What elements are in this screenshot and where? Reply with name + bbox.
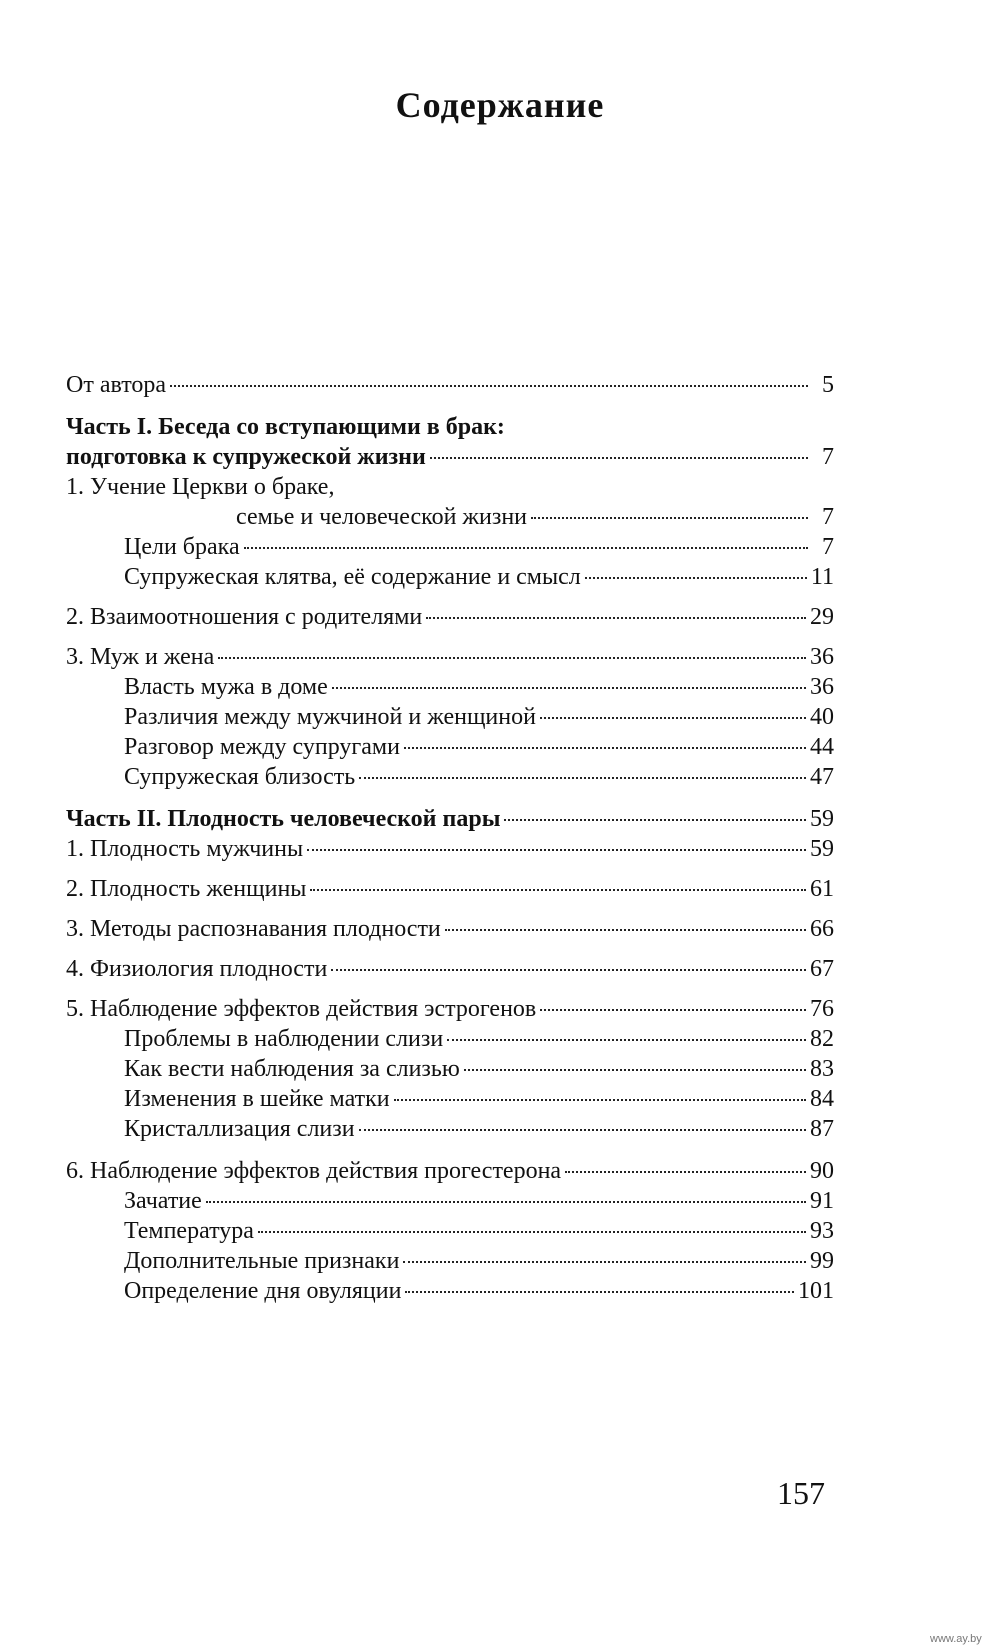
- toc-entry: [124, 534, 834, 564]
- dot-leader: [359, 777, 806, 779]
- toc-entry-page: 36: [810, 644, 834, 670]
- toc-entry-label: Как вести наблюдения за слизью: [124, 1056, 460, 1082]
- toc-entry-page: 61: [810, 876, 834, 902]
- toc-entry: [66, 1158, 834, 1188]
- toc-entry-label: Зачатие: [124, 1188, 202, 1214]
- toc-entry-page: 82: [810, 1026, 834, 1052]
- dot-leader: [464, 1069, 806, 1071]
- toc-entry: [124, 1086, 834, 1116]
- toc-entry: [124, 1188, 834, 1218]
- dot-leader: [218, 657, 806, 659]
- toc-entry-page: 84: [810, 1086, 834, 1112]
- dot-leader: [404, 747, 806, 749]
- toc-entry-page: 7: [822, 504, 834, 530]
- dot-leader: [531, 517, 808, 519]
- toc-entry-page: 40: [810, 704, 834, 730]
- dot-leader: [585, 577, 807, 579]
- toc-entry: [124, 734, 834, 764]
- toc-entry: [66, 836, 834, 866]
- dot-leader: [403, 1261, 806, 1263]
- toc-entry-page: 29: [810, 604, 834, 630]
- toc-entry-page: 93: [810, 1218, 834, 1244]
- dot-leader: [405, 1291, 794, 1293]
- toc-entry-label: 4. Физиология плодности: [66, 956, 328, 982]
- toc-entry: [66, 644, 834, 674]
- toc-entry: [236, 504, 834, 534]
- dot-leader: [565, 1171, 806, 1173]
- toc-entry-page: 36: [810, 674, 834, 700]
- toc-entry-page: 11: [810, 564, 834, 590]
- toc-entry-label: 2. Взаимоотношения с родителями: [66, 604, 423, 630]
- page-title: Содержание: [395, 85, 605, 125]
- dot-leader: [540, 717, 806, 719]
- toc-entry-page: 90: [810, 1158, 834, 1184]
- dot-leader: [206, 1201, 806, 1203]
- toc-entry-label: 3. Методы распознавания плодности: [66, 916, 441, 942]
- page-number: 157: [777, 1475, 825, 1511]
- toc-entry-label: 6. Наблюдение эффектов действия прогестерона: [66, 1158, 562, 1184]
- toc-entry-page: 59: [810, 806, 834, 832]
- toc-entry-label: 1. Учение Церкви о браке,: [66, 474, 335, 500]
- part-heading: Часть I. Беседа со вступающими в брак:: [66, 414, 505, 440]
- dot-leader: [394, 1099, 806, 1101]
- dot-leader: [310, 889, 806, 891]
- toc-entry-label: От автора: [66, 372, 167, 398]
- toc-entry-label: подготовка к супружеской жизни: [66, 444, 426, 470]
- toc-entry-page: 44: [810, 734, 834, 760]
- toc-entry: [124, 704, 834, 734]
- toc-entry-label: Супружеская близость: [124, 764, 356, 790]
- toc-entry: [124, 1026, 834, 1056]
- toc-entry-page: 91: [810, 1188, 834, 1214]
- dot-leader: [307, 849, 806, 851]
- toc-entry: [66, 956, 834, 986]
- dot-leader: [447, 1039, 806, 1041]
- toc-entry: [124, 1278, 834, 1308]
- toc-entry: [66, 444, 834, 474]
- toc-entry: [124, 1248, 834, 1278]
- toc-entry-page: 47: [810, 764, 834, 790]
- toc-entry: [124, 1056, 834, 1086]
- toc-entry-label: 5. Наблюдение эффектов действия эстрогенов: [66, 996, 537, 1022]
- toc-entry-page: 101: [798, 1278, 834, 1304]
- toc-entry-label: Супружеская клятва, её содержание и смысл: [124, 564, 581, 590]
- dot-leader: [540, 1009, 806, 1011]
- toc-entry: [66, 372, 834, 402]
- toc-entry: [124, 764, 834, 794]
- dot-leader: [332, 687, 806, 689]
- toc-entry-label: Кристаллизация слизи: [124, 1116, 355, 1142]
- toc-entry: [124, 1218, 834, 1248]
- dot-leader: [331, 969, 806, 971]
- watermark: www.ay.by: [930, 1633, 982, 1645]
- toc-entry-label: Власть мужа в доме: [124, 674, 328, 700]
- toc-entry-page: 99: [810, 1248, 834, 1274]
- toc-entry-page: 67: [810, 956, 834, 982]
- toc-entry: [124, 1116, 834, 1146]
- dot-leader: [170, 385, 808, 387]
- toc-entry: [124, 674, 834, 704]
- toc-entry: [66, 916, 834, 946]
- dot-leader: [359, 1129, 806, 1131]
- toc-entry-label: Различия между мужчиной и женщиной: [124, 704, 536, 730]
- toc-entry: [66, 996, 834, 1026]
- toc-entry: [66, 604, 834, 634]
- dot-leader: [430, 457, 808, 459]
- toc-entry-label: Проблемы в наблюдении слизи: [124, 1026, 444, 1052]
- toc-entry-label: Температура: [124, 1218, 254, 1244]
- dot-leader: [426, 617, 806, 619]
- toc-entry-page: 59: [810, 836, 834, 862]
- toc-entry-page: 7: [822, 534, 834, 560]
- toc-entry-label: Изменения в шейке матки: [124, 1086, 390, 1112]
- toc-entry-page: 76: [810, 996, 834, 1022]
- toc-entry-label: 1. Плодность мужчины: [66, 836, 304, 862]
- toc-entry-page: 83: [810, 1056, 834, 1082]
- toc-entry-label: Разговор между супругами: [124, 734, 400, 760]
- toc-entry-label: Определение дня овуляции: [124, 1278, 402, 1304]
- toc-entry-page: 7: [822, 444, 834, 470]
- dot-leader: [258, 1231, 806, 1233]
- toc-entry-label: Часть II. Плодность человеческой пары: [66, 806, 501, 832]
- toc-entry-label: Цели брака: [124, 534, 240, 560]
- dot-leader: [244, 547, 808, 549]
- toc-entry: [66, 806, 834, 836]
- toc-entry-label: 2. Плодность женщины: [66, 876, 307, 902]
- toc-entry-page: 66: [810, 916, 834, 942]
- toc-entry-page: 5: [822, 372, 834, 398]
- toc-entry-label: семье и человеческой жизни: [236, 504, 528, 530]
- dot-leader: [504, 819, 806, 821]
- toc-entry-label: 3. Муж и жена: [66, 644, 215, 670]
- toc-entry: [124, 564, 834, 594]
- toc-entry: [66, 876, 834, 906]
- toc-entry-page: 87: [810, 1116, 834, 1142]
- dot-leader: [445, 929, 806, 931]
- toc-entry-label: Дополнительные признаки: [124, 1248, 400, 1274]
